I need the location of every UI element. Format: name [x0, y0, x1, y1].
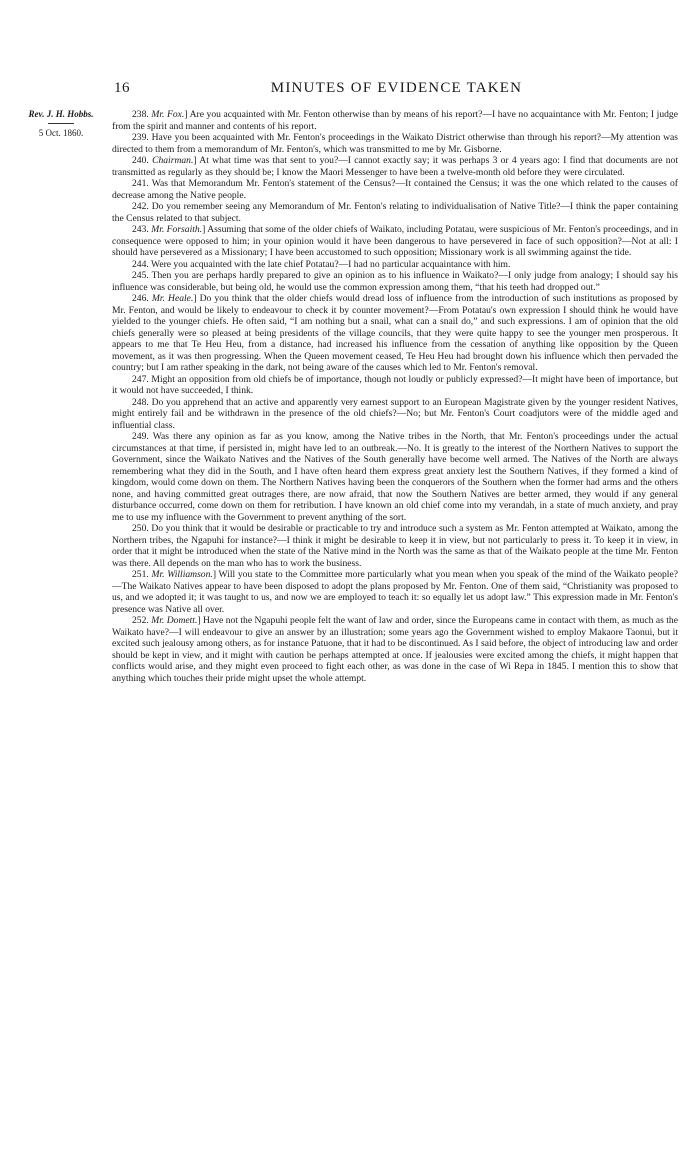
question-entry: 243. Mr. Forsaith.] Assuming that some of the older chiefs of Waikato, including Potatau, were suspicious of Mr. Fenton's proceedings, and in consequence were opposed to him; in your opinion would it have been dangerous to have persevered in face of such opposition?—Not at all: I should have persevered as a Missionary; I have been accustomed to such opposition; Missionary work is all swimming against the tide. — [112, 224, 678, 258]
witness-name: Rev. J. H. Hobbs. — [28, 109, 94, 119]
question-number: 243. — [132, 224, 149, 235]
entry-text: Do you think that it would be desirable or practicable to try and introduce such a system as Mr. Fenton attempted at Waikato, among the Northern tribes, the Ngapuhi for instance?—I think it might be desirable to keep it in view, but not particularly to press it. To keep it in view, in order that it might be introduced when the state of the Native mind in the North was the same as that of the Waikato people at the time Mr. Fenton was there. All depends on the man who has to work the business. — [112, 523, 678, 569]
entry-text: Then you are perhaps hardly prepared to give an opinion as to his influence in Waikato?—I only judge from analogy; I should say his influence was considerable, but being old, he would use the common expression among them, “that his teeth had dropped out.” — [112, 270, 679, 293]
speaker-name: Mr. Williamson. — [151, 569, 213, 580]
margin-rule — [48, 123, 74, 124]
question-number: 250. — [132, 523, 149, 534]
question-number: 244. — [132, 258, 149, 270]
question-number: 249. — [132, 431, 149, 442]
question-entry: 251. Mr. Williamson.] Will you state to the Committee more particularly what you mean when you speak of the mind of the Waikato people?—The Waikato Natives appear to have been disposed to adopt the plans proposed by Mr. Fenton. One of them said, “Christianity was proposed to us, and we adopted it; it was taught to us, and now we are employed to teach it: so equally let us adopt law.” This expression made in Mr. Fenton's presence was Native all over. — [112, 569, 678, 615]
question-number: 247. — [132, 373, 149, 385]
running-title: MINUTES OF EVIDENCE TAKEN — [270, 80, 523, 96]
entry-text: Do you remember seeing any Memorandum of Mr. Fenton's relating to individualisation of Native Title?—I think the paper containing the Census related to that subject. — [112, 201, 678, 224]
page-number: 16 — [114, 80, 130, 96]
question-entry: 252. Mr. Domett.] Have not the Ngapuhi people felt the want of law and order, since the Europeans came in contact with them, as much as the Waikato have?—I will endeavour to give an answer by an illustration; some years ago the Government wished to employ Makaore Taonui, but it excited such jealousy among others, as for instance Patuone, that it had to be discontinued. As I said before, the object of introducing law and order should be kept in view, and it might with caution be perhaps attempted at once. If jealousies were excited among the chiefs, it might happen that conflicts would arise, and they might even proceed to fight each other, as was done in the case of Wi Repa in 1845. I mention this to show that anything which touches their pride might upset the whole attempt. — [112, 615, 678, 684]
question-entry — [112, 201, 678, 224]
question-number: 239. — [132, 132, 149, 143]
speaker-name: Chairman. — [152, 155, 194, 166]
entry-text: Might an opposition from old chiefs be of importance, though not loudly or publicly expressed?—It might have been of importance, but it would not have succeeded, I think. — [112, 373, 678, 396]
question-number: 245. — [132, 270, 149, 281]
evidence-text — [112, 109, 678, 684]
evidence-date: 5 Oct. 1860. — [38, 128, 84, 138]
speaker-name: Mr. Forsaith. — [151, 224, 203, 235]
entry-text: Do you apprehend that an active and apparently very earnest support to an European Magistrate given by the younger resident Natives, might entirely fail and be withdrawn in the presence of the old chiefs?—No; but Mr. Fenton's Court coadjutors were of the middle aged and influential class. — [112, 396, 678, 431]
speaker-name: Mr. Domett. — [151, 615, 198, 626]
question-entry — [112, 374, 678, 397]
question-entry — [112, 132, 678, 155]
margin-note — [22, 108, 100, 139]
question-number: 246. — [132, 293, 149, 304]
question-entry — [112, 259, 678, 271]
entry-text: Were you acquainted with the late chief Potatau?—I had no particular acquaintance with him. — [151, 258, 511, 270]
question-number: 251. — [132, 569, 149, 580]
entry-text: Assuming that some of the older chiefs of Waikato, including Potatau, were suspicious of Mr. Fenton's proceedings, and in consequence were opposed to him; in your opinion would it have been dangerous to have persevered in face of such opposition?—Not at all: I should have persevered as a Missionary; I have been accustomed to such opposition; Missionary work is all swimming against the tide. — [112, 224, 678, 258]
entry-text: Have not the Ngapuhi people felt the want of law and order, since the Europeans came in contact with them, as much as the Waikato have?—I will endeavour to give an answer by an illustration; some years ago the Government wished to employ Makaore Taonui, but it excited such jealousy among others, as for instance Patuone, that it had to be discontinued. As I said before, the object of introducing law and order should be kept in view, and it might with caution be perhaps attempted at once. If jealousies were excited among the chiefs, it might happen that conflicts would arise, and they might even proceed to fight each other, as was done in the case of Wi Repa in 1845. I mention this to show that anything which touches their pride might upset the whole attempt. — [112, 615, 678, 684]
entry-text: Have you been acquainted with Mr. Fenton's proceedings in the Waikato District otherwise than through his report?—My attention was directed to them from a memorandum of Mr. Fenton's, which was transmitted to me by Mr. Gisborne. — [112, 132, 678, 155]
entry-text: Do you think that the older chiefs would dread loss of influence from the introduction of such institutions as proposed by Mr. Fenton, and would be likely to endeavour to check it by counter movement?—From Potatau's own expression I should think he would have yielded to the younger chiefs. He often said, “I am nothing but a snail, what can a snail do,” and such expressions. I am of opinion that the old chiefs generally were so pleased at being presidents of the village councils, that they were quite happy to see the younger men prosperous. It appears to me that Te Heu Heu, from a distance, had increased his influence from the cessation of anything like opposition by the Queen movement, as it was then progressing. When the Queen movement ceased, Te Heu Heu had brought down his influence which then pervaded the country; but I am rather speaking in the dark, not being aware of the causes which led to Mr. Fenton's removal. — [112, 293, 678, 373]
question-entry: 238. Mr. Fox.] Are you acquainted with Mr. Fenton otherwise than by means of his report?—I have no acquaintance with Mr. Fenton; I judge from the spirit and manner and contents of his report. — [112, 109, 678, 132]
question-number: 241. — [132, 178, 149, 189]
question-entry: 246. Mr. Heale.] Do you think that the older chiefs would dread loss of influence from the introduction of such institutions as proposed by Mr. Fenton, and would be likely to endeavour to check it by counter movement?—From Potatau's own expression I should think he would have yielded to the younger chiefs. He often said, “I am nothing but a snail, what can a snail do,” and such expressions. I am of opinion that the old chiefs generally were so pleased at being presidents of the village councils, that they were quite happy to see the younger men prosperous. It appears to me that Te Heu Heu, from a distance, had increased his influence from the cessation of anything like opposition by the Queen movement, as it was then progressing. When the Queen movement ceased, Te Heu Heu had brought down his influence which then pervaded the country; but I am rather speaking in the dark, not being aware of the causes which led to Mr. Fenton's removal. — [112, 293, 678, 373]
entry-text: At what time was that sent to you?—I cannot exactly say; it was perhaps 3 or 4 years ago: I find that documents are not transmitted as regularly as they should be; I know the Maori Messenger to have been a twelve-month old before they were circulated. — [112, 155, 678, 178]
question-entry — [112, 523, 678, 569]
entry-text: Will you state to the Committee more particularly what you mean when you speak of the mind of the Waikato people?—The Waikato Natives appear to have been disposed to adopt the plans proposed by Mr. Fenton. One of them said, “Christianity was proposed to us, and we adopted it; it was taught to us, and now we are employed to teach it: so equally let us adopt law.” This expression made in Mr. Fenton's presence was Native all over. — [112, 569, 678, 615]
question-entry — [112, 178, 678, 201]
question-entry: 240. Chairman.] At what time was that sent to you?—I cannot exactly say; it was perhaps 3 or 4 years ago: I find that documents are not transmitted as regularly as they should be; I know the Maori Messenger to have been a twelve-month old before they were circulated. — [112, 155, 678, 178]
speaker-name: Mr. Fox. — [151, 109, 185, 120]
entry-text: Was that Memorandum Mr. Fenton's statement of the Census?—It contained the Census; it was the one which related to the causes of decrease among the Native people. — [112, 178, 678, 201]
page-header — [114, 80, 679, 104]
question-number: 248. — [132, 396, 149, 408]
question-entry — [112, 431, 678, 523]
question-number: 240. — [132, 155, 149, 166]
entry-text: Was there any opinion as far as you know, among the Native tribes in the North, that Mr. Fenton's proceedings under the actual circumstances at that time, if persisted in, might have led to an outbreak.—No. It is greatly to the interest of the Northern Natives to support the Government, since the Waikato Natives and the Natives of the South generally have become well armed. The Natives of the North are always remembering what they did in the South, and I have often heard them express great anxiety lest the Southern Natives, if they formed a kind of kingdom, would come down on them. The Northern Natives having been the conquerors of the Southern when the former had arms and the others none, and having committed great outrages there, are now afraid, that now the Southern Natives are better armed, they would if any general disturbance occurred, come down on them for retribution. I have known an old chief come into my verandah, in a state of much anxiety, and pray me to use my influence with the Government to prevent anything of the sort. — [112, 431, 678, 523]
entry-text: Are you acquainted with Mr. Fenton otherwise than by means of his report?—I have no acquaintance with Mr. Fenton; I judge from the spirit and manner and contents of his report. — [112, 109, 678, 132]
question-number: 238. — [132, 109, 149, 120]
question-number: 252. — [132, 615, 149, 626]
question-number: 242. — [132, 201, 149, 212]
speaker-name: Mr. Heale. — [151, 293, 194, 304]
question-entry — [112, 270, 678, 293]
question-entry — [112, 397, 678, 432]
